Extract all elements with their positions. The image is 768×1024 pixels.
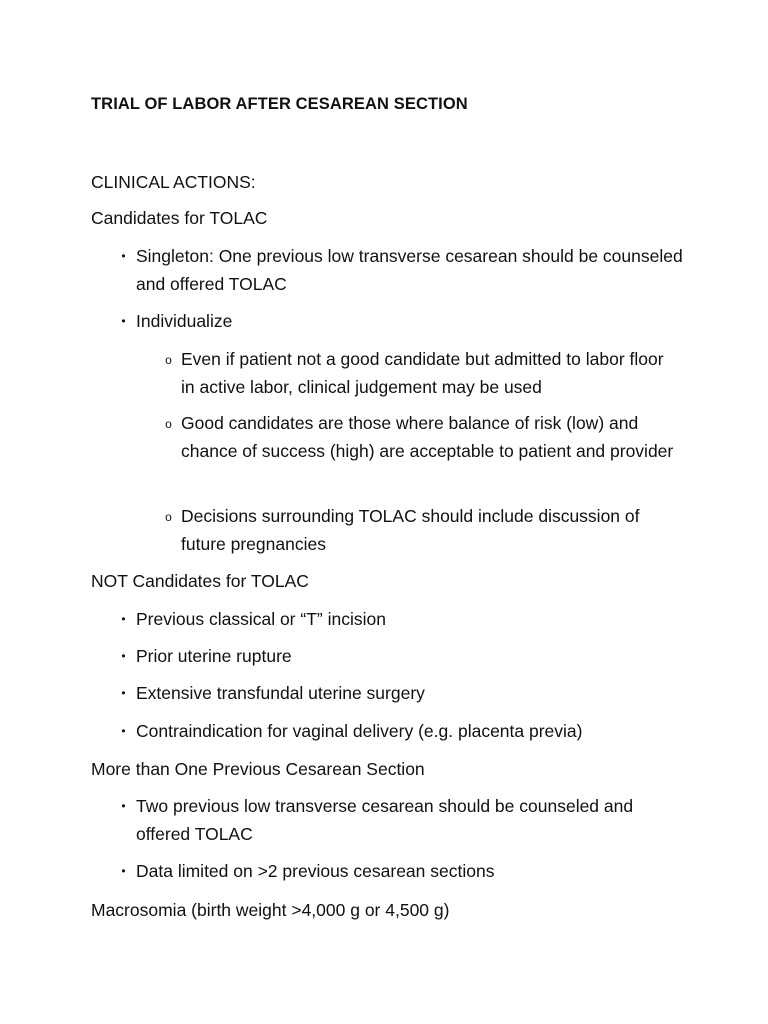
bullet-marker: • xyxy=(121,249,126,263)
sub-bullet-marker: o xyxy=(165,510,172,524)
bullet-marker: • xyxy=(121,799,126,813)
sub-bullet-marker: o xyxy=(165,417,172,431)
list-item xyxy=(111,680,691,708)
list-item-text: Prior uterine rupture xyxy=(136,646,292,666)
bullet-marker: • xyxy=(121,612,126,626)
bullet-marker: • xyxy=(121,649,126,663)
list-item-text: Extensive transfundal uterine surgery xyxy=(136,683,425,703)
bullet-marker: • xyxy=(121,314,126,328)
list-item xyxy=(111,606,691,634)
document-title: TRIAL OF LABOR AFTER CESAREAN SECTION xyxy=(91,95,468,113)
sub-list-item-text: Even if patient not a good candidate but admitted to labor floor in active labor, clinical judgement may be used xyxy=(181,349,664,397)
bullet-marker: • xyxy=(121,724,126,738)
list-item xyxy=(111,793,691,848)
sub-list-item-text: Good candidates are those where balance of risk (low) and chance of success (high) are acceptable to patient and provider xyxy=(181,413,674,461)
sub-bullet-marker: o xyxy=(165,353,172,367)
list-item xyxy=(111,718,691,746)
sub-list-item xyxy=(156,346,676,401)
section-heading-clinical-actions: CLINICAL ACTIONS: xyxy=(91,172,256,192)
list-item-text: Two previous low transverse cesarean should be counseled and offered TOLAC xyxy=(136,796,634,844)
heading-candidates: Candidates for TOLAC xyxy=(91,208,268,228)
list-item-text: Singleton: One previous low transverse cesarean should be counseled and offered TOLAC xyxy=(136,246,683,294)
sub-list-item-text: Decisions surrounding TOLAC should include discussion of future pregnancies xyxy=(181,506,640,554)
list-item-text: Data limited on >2 previous cesarean sections xyxy=(136,861,495,881)
list-item-text: Contraindication for vaginal delivery (e.g. placenta previa) xyxy=(136,721,583,741)
list-item xyxy=(111,858,691,886)
sub-list-item xyxy=(156,410,676,465)
list-item xyxy=(111,308,691,336)
bullet-marker: • xyxy=(121,864,126,878)
bullet-marker: • xyxy=(121,686,126,700)
list-item-text: Previous classical or “T” incision xyxy=(136,609,386,629)
heading-macrosomia: Macrosomia (birth weight >4,000 g or 4,500 g) xyxy=(91,900,450,920)
heading-more-than-one: More than One Previous Cesarean Section xyxy=(91,759,425,779)
sub-list-item xyxy=(156,503,676,558)
list-item xyxy=(111,243,691,298)
list-item xyxy=(111,643,691,671)
heading-not-candidates: NOT Candidates for TOLAC xyxy=(91,571,309,591)
list-item-text: Individualize xyxy=(136,311,233,331)
